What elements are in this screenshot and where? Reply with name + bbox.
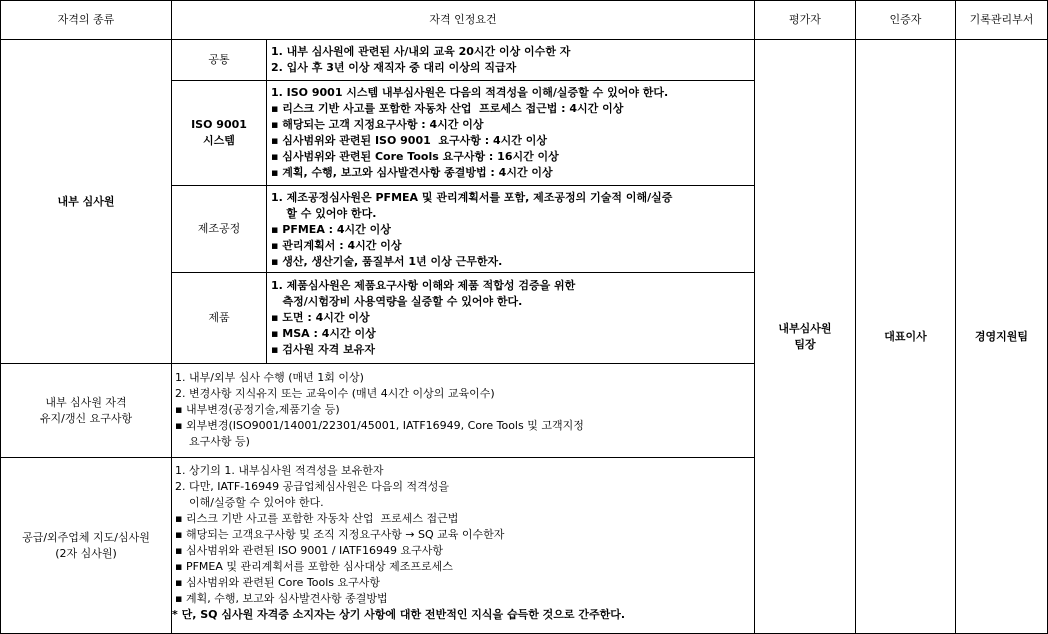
requirements-product: [271, 278, 751, 358]
requirement-line: 1. 제조공정심사원은 PFMEA 및 관리계획서를 포함, 제조공정의 기술적 이해/실증: [271, 191, 673, 204]
requirements-manufacturing: [271, 190, 751, 270]
header-records: 기록관리부서: [969, 13, 1034, 26]
requirement-line: 2. 변경사항 지식유지 또는 교육이수 (매년 4시간 이상의 교육이수): [175, 387, 495, 400]
requirement-line: ▪ 심사범위와 관련된 ISO 9001 / IATF16949 요구사항: [175, 544, 443, 557]
category-product: 제품: [208, 311, 230, 324]
requirement-line: 2. 입사 후 3년 이상 재직자 중 대리 이상의 직급자: [271, 61, 517, 74]
requirement-line: ▪ 계획, 수행, 보고와 심사발견사항 종결방법: [175, 592, 388, 605]
requirements-supplier: [172, 463, 751, 623]
category-common: 공통: [208, 53, 230, 66]
requirement-line: 측정/시험장비 사용역량을 실증할 수 있어야 한다.: [271, 295, 523, 308]
requirements-maintenance: [175, 370, 751, 450]
requirement-line: 1. 제품심사원은 제품요구사항 이해와 제품 적합성 검증을 위한: [271, 279, 576, 292]
requirement-line: ▪ 계획, 수행, 보고와 심사발견사항 종결방법 : 4시간 이상: [271, 166, 553, 179]
requirement-line: ▪ 해당되는 고객요구사항 및 조직 지정요구사항 → SQ 교육 이수한자: [175, 528, 505, 541]
requirement-line: 1. ISO 9001 시스템 내부심사원은 다음의 적격성을 이해/실증할 수 있어야 한다.: [271, 86, 669, 99]
requirement-line: ▪ 리스크 기반 사고를 포함한 자동차 산업 프로세스 접근법: [175, 512, 459, 525]
requirement-line: 2. 다만, IATF-16949 공급업체심사원은 다음의 적격성을: [175, 480, 450, 493]
header-requirements: 자격 인정요건: [429, 13, 497, 26]
subcol-divider: [266, 39, 267, 363]
requirement-line: ▪ 관리계획서 : 4시간 이상: [271, 239, 402, 252]
requirement-line: 할 수 있어야 한다.: [271, 207, 377, 220]
requirement-line: ▪ 도면 : 4시간 이상: [271, 311, 370, 324]
header-evaluator: 평가자: [789, 13, 821, 26]
requirement-line: ▪ 리스크 기반 사고를 포함한 자동차 산업 프로세스 접근법 : 4시간 이상: [271, 102, 624, 115]
maintenance-label: 내부 심사원 자격 유지/갱신 요구사항: [39, 395, 133, 425]
requirement-line: ▪ 내부변경(공정기술,제품기술 등): [175, 403, 340, 416]
requirement-line: ▪ 생산, 생산기술, 품질부서 1년 이상 근무한자.: [271, 255, 503, 268]
requirement-line: ▪ PFMEA : 4시간 이상: [271, 223, 391, 236]
requirement-line: ▪ 심사범위와 관련된 Core Tools 요구사항 : 16시간 이상: [271, 150, 559, 163]
requirement-line: ▪ 검사원 자격 보유자: [271, 343, 375, 356]
requirement-line: ▪ PFMEA 및 관리계획서를 포함한 심사대상 제조프로세스: [175, 560, 453, 573]
requirement-line: ▪ 외부변경(ISO9001/14001/22301/45001, IATF16949, Core Tools 및 고객지정: [175, 419, 584, 432]
supplier-note: * 단, SQ 심사원 자격증 소지자는 상기 사항에 대한 전반적인 지식을 습득한 것으로 간주한다.: [172, 608, 626, 621]
header-type: 자격의 종류: [57, 13, 115, 26]
requirement-line: ▪ 심사범위와 관련된 Core Tools 요구사항: [175, 576, 381, 589]
requirement-line: ▪ 심사범위와 관련된 ISO 9001 요구사항 : 4시간 이상: [271, 134, 547, 147]
supplier-label: 공급/외주업체 지도/심사원 (2자 심사원): [22, 530, 150, 560]
requirement-line: 요구사항 등): [175, 435, 250, 448]
requirement-line: 1. 내부/외부 심사 수행 (매년 1회 이상): [175, 371, 364, 384]
requirements-common: [271, 44, 751, 76]
category-iso9001: ISO 9001 시스템: [191, 118, 247, 147]
records-value: 경영지원팀: [974, 329, 1029, 343]
requirement-line: 1. 상기의 1. 내부심사원 적격성을 보유한자: [175, 464, 384, 477]
internal-auditor-label: 내부 심사원: [57, 194, 115, 208]
requirement-line: ▪ 해당되는 고객 지정요구사항 : 4시간 이상: [271, 118, 484, 131]
requirement-line: 1. 내부 심사원에 관련된 사/내외 교육 20시간 이상 이수한 자: [271, 45, 571, 58]
header-certifier: 인증자: [889, 13, 922, 26]
category-manufacturing: 제조공정: [197, 222, 241, 235]
requirement-line: 이해/실증할 수 있어야 한다.: [175, 496, 324, 509]
certifier-value: 대표이사: [884, 329, 927, 343]
evaluator-value: 내부심사원 팀장: [778, 321, 832, 351]
requirements-iso9001: [271, 85, 751, 181]
requirement-line: ▪ MSA : 4시간 이상: [271, 327, 376, 340]
